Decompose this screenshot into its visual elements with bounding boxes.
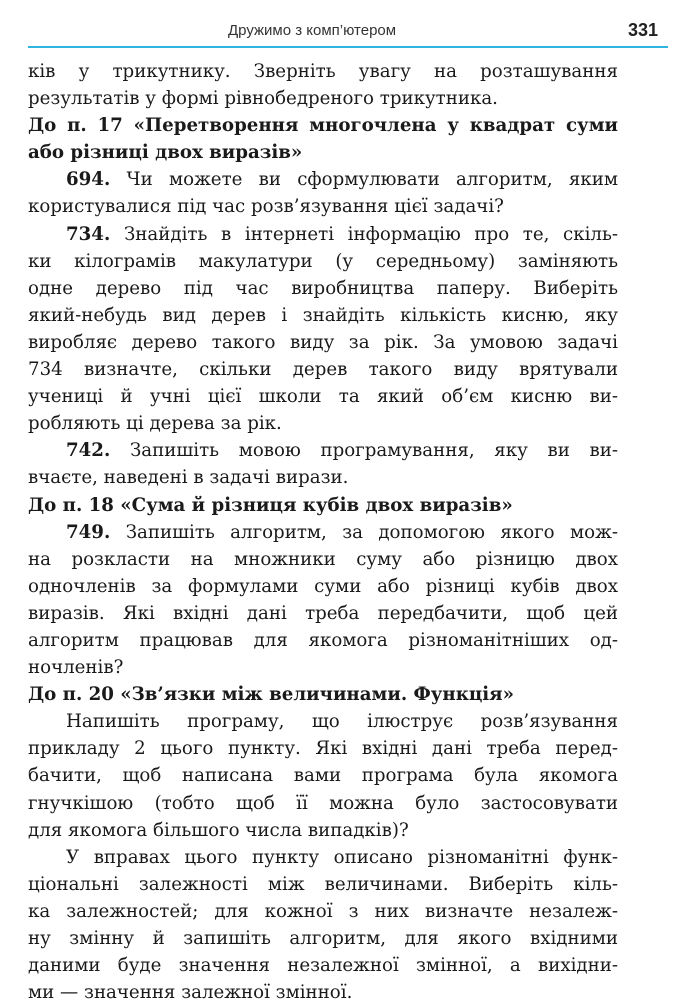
text-line: користувалися під час розв’язування цієї задачі? xyxy=(28,196,504,218)
text-line: робляють ці дерева за рік. xyxy=(28,413,282,435)
text-line: для якомога більшого числа випадків)? xyxy=(28,819,409,841)
text-fragment: Знайдіть в інтернеті інформацію про те, скіль- xyxy=(123,223,618,245)
running-title: Дружимо з комп’ютером xyxy=(228,22,397,39)
text-fragment: Запишіть мовою програмування, яку ви ви- xyxy=(129,440,618,462)
text-line: У вправах цього пункту описано різноманітні функ- xyxy=(66,846,618,868)
section-heading: або різниці двох виразів» xyxy=(28,142,303,164)
text-line: бачити, щоб написана вами програма була якомога xyxy=(28,765,618,787)
exercise-number: 742. xyxy=(66,440,111,462)
text-line: на розкласти на множники суму або різницю двох xyxy=(28,548,618,570)
text-line: ків у трикутнику. Зверніть увагу на розташування xyxy=(28,61,618,82)
text-line: ціональні залежності між величинами. Виберіть кіль- xyxy=(28,873,618,895)
page-number: 331 xyxy=(627,20,658,40)
text-line: виробляє дерево такого виду за рік. За умовою задачі xyxy=(28,331,618,353)
section-heading: До п. 17 «Перетворення многочлена у квадрат суми xyxy=(28,115,618,137)
text-line: алгоритм працював для якомога різноманітніших од- xyxy=(28,629,618,651)
text-line: вчаєте, наведені в задачі вирази. xyxy=(28,467,349,489)
page-header xyxy=(28,18,668,48)
page-body xyxy=(28,58,618,1006)
exercise-number: 749. xyxy=(66,521,111,543)
exercise-number: 694. xyxy=(66,169,111,191)
exercise-number: 734. xyxy=(66,223,111,245)
exercise-694 xyxy=(28,166,618,193)
section-heading: До п. 20 «Зв’язки між величинами. Функція» xyxy=(28,684,514,706)
text-line: виразів. Які вхідні дані треба передбачити, щоб цей xyxy=(28,602,618,624)
exercise-734 xyxy=(28,221,618,248)
text-line: одночленів за формулами суми або різниці кубів двох xyxy=(28,575,618,597)
text-line: учениці й учні цієї школи та який об’єм кисню ви- xyxy=(28,386,618,408)
text-line: ну змінну й запишіть алгоритм, для якого вхідними xyxy=(28,928,618,949)
text-fragment: Запишіть алгоритм, за допомогою якого мож- xyxy=(125,521,618,543)
header-rule xyxy=(28,46,668,48)
text-line: ми — значення залежної змінної. xyxy=(28,982,353,1004)
text-line: гнучкішою (тобто щоб її можна було застосовувати xyxy=(28,792,618,814)
section-heading: До п. 18 «Сума й різниця кубів двох виразів» xyxy=(28,494,513,516)
text-line: прикладу 2 цього пункту. Які вхідні дані треба перед- xyxy=(28,738,618,760)
text-line: даними буде значення незалежної змінної, а вихідни- xyxy=(28,955,618,977)
text-line: ночленів? xyxy=(28,657,124,679)
text-line: який-небудь вид дерев і знайдіть кількість кисню, яку xyxy=(28,304,618,326)
text-line: результатів у формі рівнобедреного трикутника. xyxy=(28,88,498,110)
text-line: 734 визначте, скільки дерев такого виду врятували xyxy=(28,359,618,381)
exercise-749 xyxy=(28,519,618,546)
text-line: Напишіть програму, що ілюструє розв’язування xyxy=(66,711,618,733)
text-line: ка залежностей; для кожної з них визначте незалеж- xyxy=(28,900,618,922)
text-line: ки кілограмів макулатури (у середньому) заміняють xyxy=(28,250,618,272)
text-fragment: Чи можете ви сформулювати алгоритм, яким xyxy=(126,169,618,191)
exercise-742 xyxy=(28,437,618,464)
text-line: одне дерево під час виробництва паперу. Виберіть xyxy=(28,277,618,299)
